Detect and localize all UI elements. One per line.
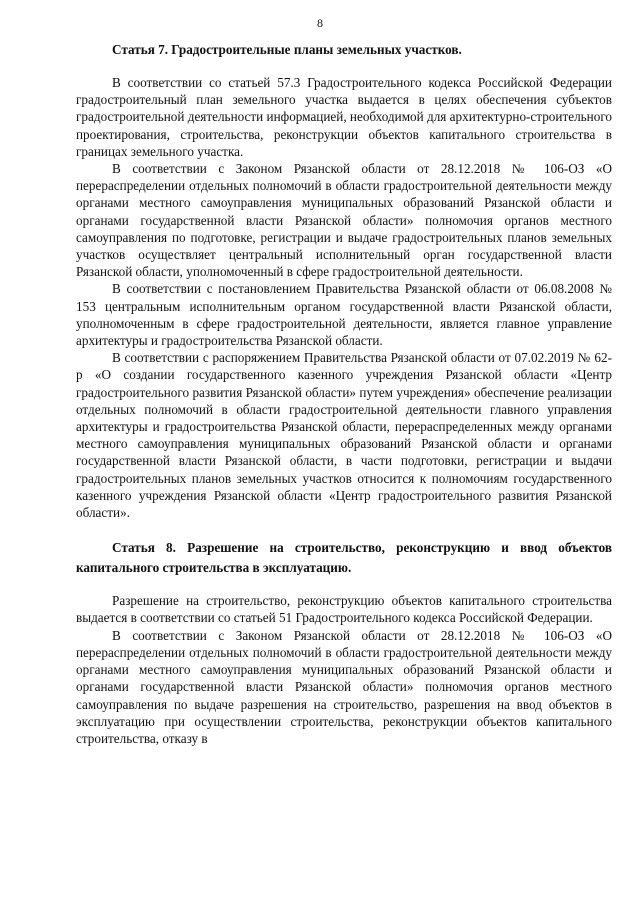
document-body bbox=[76, 40, 612, 747]
page-number: 8 bbox=[317, 16, 323, 30]
article-8-paragraph: В соответствии с Законом Рязанской области от 28.12.2018 № 106-ОЗ «О перераспределении отдельных полномочий в области градостроительной деятельности между органами местного самоуправления муниципальных образований Рязанской области и органами государственной власти Рязанской области» полномочия органов местного самоуправления по выдаче разрешения на строительство, разрешения на ввод объектов в эксплуатацию при осуществлении строительства, реконструкции объектов капитального строительства, отказу в bbox=[76, 627, 612, 746]
article-7-paragraph: В соответствии со статьей 57.3 Градостроительного кодекса Российской Федерации градостроительный план земельного участка выдается в целях обеспечения субъектов градостроительной деятельности информацией, необходимой для архитектурно-строительного проектирования, строительства, реконструкции объектов капитального строительства в границах земельного участка. bbox=[76, 75, 612, 159]
article-7-heading: Статья 7. Градостроительные планы земельных участков. bbox=[112, 42, 462, 57]
article-7-paragraph: В соответствии с постановлением Правительства Рязанской области от 06.08.2008 № 153 центральным исполнительным органом государственной власти Рязанской области, уполномоченным в сфере градостроительной деятельности, является главное управление архитектуры и градостроительства Рязанской области. bbox=[76, 281, 612, 349]
article-8-heading: Статья 8. Разрешение на строительство, реконструкцию и ввод объектов капитального строительства в эксплуатацию. bbox=[76, 540, 612, 576]
article-8-paragraph: Разрешение на строительство, реконструкцию объектов капитального строительства выдается в соответствии со статьей 51 Градостроительного кодекса Российской Федерации. bbox=[76, 593, 612, 626]
article-7-paragraph: В соответствии с Законом Рязанской области от 28.12.2018 № 106-ОЗ «О перераспределении отдельных полномочий в области градостроительной деятельности между органами местного самоуправления муниципальных образований Рязанской области и органами государственной власти Рязанской области» полномочия органов местного самоуправления по подготовке, регистрации и выдаче градостроительных планов земельных участков осуществляет центральный исполнительный орган государственной власти Рязанской области, уполномоченный в сфере градостроительной деятельности. bbox=[76, 161, 612, 280]
article-7-paragraph: В соответствии с распоряжением Правительства Рязанской области от 07.02.2019 № 62-р «О создании государственного казенного учреждения Рязанской области «Центр градостроительного развития Рязанской области» путем учреждения» обеспечение реализации отдельных полномочий в области градостроительной деятельности главного управления архитектуры и градостроительства Рязанской области, перераспределенных между органами местного самоуправления муниципальных образований Рязанской области и органами государственной власти Рязанской области, в части подготовки, регистрации и выдачи градостроительных планов земельных участков относится к полномочиям государственного казенного учреждения Рязанской области «Центр градостроительного развития Рязанской области». bbox=[76, 350, 612, 521]
